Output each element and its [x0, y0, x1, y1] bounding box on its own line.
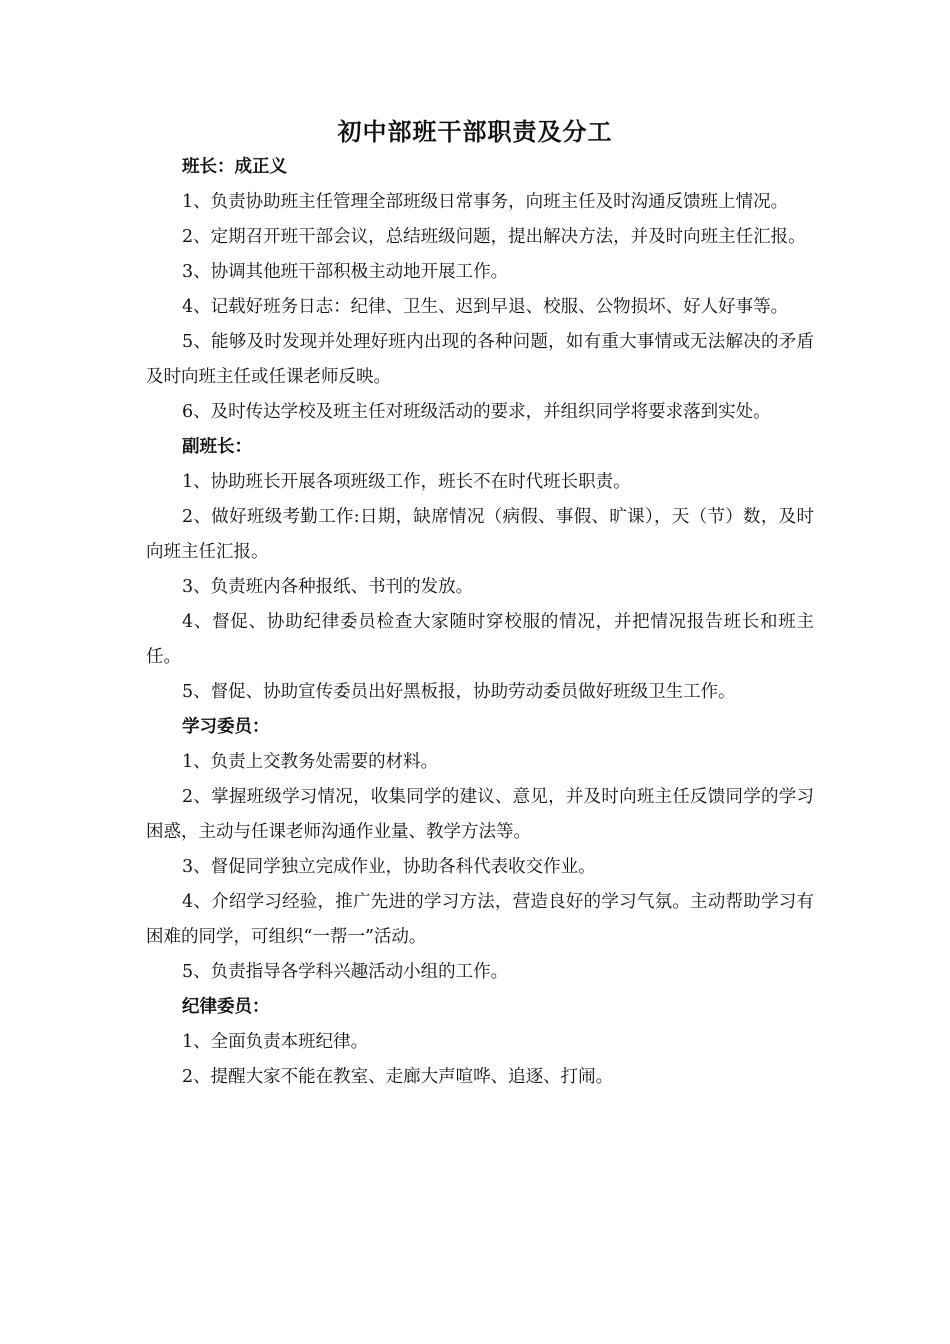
duty-item: 5、能够及时发现并处理好班内出现的各种问题，如有重大事情或无法解决的矛盾及时向班主任或任课老师反映。 — [146, 332, 814, 387]
document-body — [146, 150, 814, 1095]
duty-item: 3、协调其他班干部积极主动地开展工作。 — [182, 262, 509, 282]
duty-item: 4、介绍学习经验，推广先进的学习方法，营造良好的学习气氛。主动帮助学习有困难的同学，可组织“一帮一”活动。 — [146, 892, 814, 947]
duty-item: 1、负责协助班主任管理全部班级日常事务，向班主任及时沟通反馈班上情况。 — [182, 192, 789, 212]
duty-item: 2、定期召开班干部会议，总结班级问题，提出解决方法，并及时向班主任汇报。 — [182, 227, 806, 247]
duty-item: 6、及时传达学校及班主任对班级活动的要求，并组织同学将要求落到实处。 — [182, 402, 771, 422]
duty-item: 4、督促、协助纪律委员检查大家随时穿校服的情况，并把情况报告班长和班主任。 — [146, 612, 814, 667]
duty-item: 5、督促、协助宣传委员出好黑板报，协助劳动委员做好班级卫生工作。 — [182, 682, 736, 702]
duty-item: 4、记载好班务日志：纪律、卫生、迟到早退、校服、公物损坏、好人好事等。 — [182, 297, 789, 317]
duty-item: 3、负责班内各种报纸、书刊的发放。 — [182, 577, 474, 597]
duty-item: 1、协助班长开展各项班级工作，班长不在时代班长职责。 — [182, 472, 631, 492]
section — [146, 150, 814, 430]
section — [146, 430, 814, 710]
duty-item: 1、负责上交教务处需要的材料。 — [182, 752, 439, 772]
duty-item: 1、全面负责本班纪律。 — [182, 1032, 369, 1052]
section-heading: 纪律委员： — [182, 997, 270, 1017]
document-title: 初中部班干部职责及分工 — [337, 117, 613, 146]
duty-item: 5、负责指导各学科兴趣活动小组的工作。 — [182, 962, 509, 982]
section — [146, 990, 814, 1095]
duty-item: 3、督促同学独立完成作业，协助各科代表收交作业。 — [182, 857, 596, 877]
duty-item: 2、做好班级考勤工作:日期，缺席情况（病假、事假、旷课），天（节）数，及时向班主任汇报。 — [146, 507, 814, 562]
section — [146, 710, 814, 990]
section-heading: 副班长： — [182, 437, 252, 457]
section-heading: 学习委员： — [182, 717, 270, 737]
section-heading: 班长：成正义 — [182, 157, 287, 177]
duty-item: 2、提醒大家不能在教室、走廊大声喧哗、追逐、打闹。 — [182, 1067, 614, 1087]
duty-item: 2、掌握班级学习情况，收集同学的建议、意见，并及时向班主任反馈同学的学习困惑，主动与任课老师沟通作业量、教学方法等。 — [146, 787, 814, 842]
